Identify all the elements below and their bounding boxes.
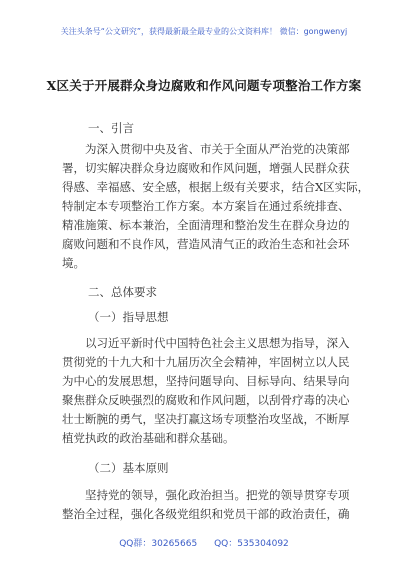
subsection1-body — [62, 334, 352, 448]
paragraph-line: 贯彻党的十九大和十九届历次全会精神，牢固树立以人民 — [62, 355, 350, 369]
paragraph-line: 为中心的发展思想，坚持问题导向、目标导向、结果导向 — [62, 374, 350, 388]
header-promo-note: 关注头条号“公文研究”，获得最新最全最专业的公文资料库！ 微信：gongwenyj — [60, 27, 348, 36]
paragraph-line: 得感、幸福感、安全感，根据上级有关要求，结合X区实际， — [62, 180, 370, 194]
paragraph-line: 为深入贯彻中央及省、市关于全面从严治党的决策部 — [85, 142, 350, 156]
paragraph-line: 壮士断腕的勇气，坚决打赢这场专项整治攻坚战，不断厚 — [62, 412, 350, 426]
paragraph-line: 植党执政的政治基础和群众基础。 — [62, 431, 235, 445]
document-title: X区关于开展群众身边腐败和作风问题专项整治工作方案 — [46, 78, 362, 93]
footer-qq: QQ：535304092 — [214, 539, 289, 549]
subsection2-heading: （二）基本原则 — [88, 461, 169, 475]
subsection2-body — [62, 486, 352, 524]
paragraph-line: 署，切实解决群众身边腐败和作风问题，增强人民群众获 — [62, 161, 350, 175]
section2-heading: 二、总体要求 — [88, 285, 157, 299]
paragraph-line: 以习近平新时代中国特色社会主义思想为指导，深入 — [85, 336, 350, 350]
section1-body — [62, 140, 370, 273]
subsection1-heading: （一）指导思想 — [88, 310, 169, 324]
paragraph-line: 腐败问题和不良作风，营造风清气正的政治生态和社会环 — [62, 237, 350, 251]
paragraph-line: 坚持党的领导，强化政治担当。把党的领导贯穿专项 — [85, 488, 350, 502]
footer-qq-group: QQ群：30265665 — [119, 539, 198, 549]
paragraph-line: 聚焦群众反映强烈的腐败和作风问题，以刮骨疗毒的决心 — [62, 393, 350, 407]
paragraph-line: 境。 — [62, 256, 85, 270]
paragraph-line: 整治全过程，强化各级党组织和党员干部的政治责任，确 — [62, 507, 350, 521]
section1-heading: 一、引言 — [88, 121, 134, 135]
paragraph-line: 精准施策、标本兼治，全面清理和整治发生在群众身边的 — [62, 218, 350, 232]
paragraph-line: 特制定本专项整治工作方案。本方案旨在通过系统排查、 — [62, 199, 350, 213]
footer-contact — [0, 536, 408, 549]
